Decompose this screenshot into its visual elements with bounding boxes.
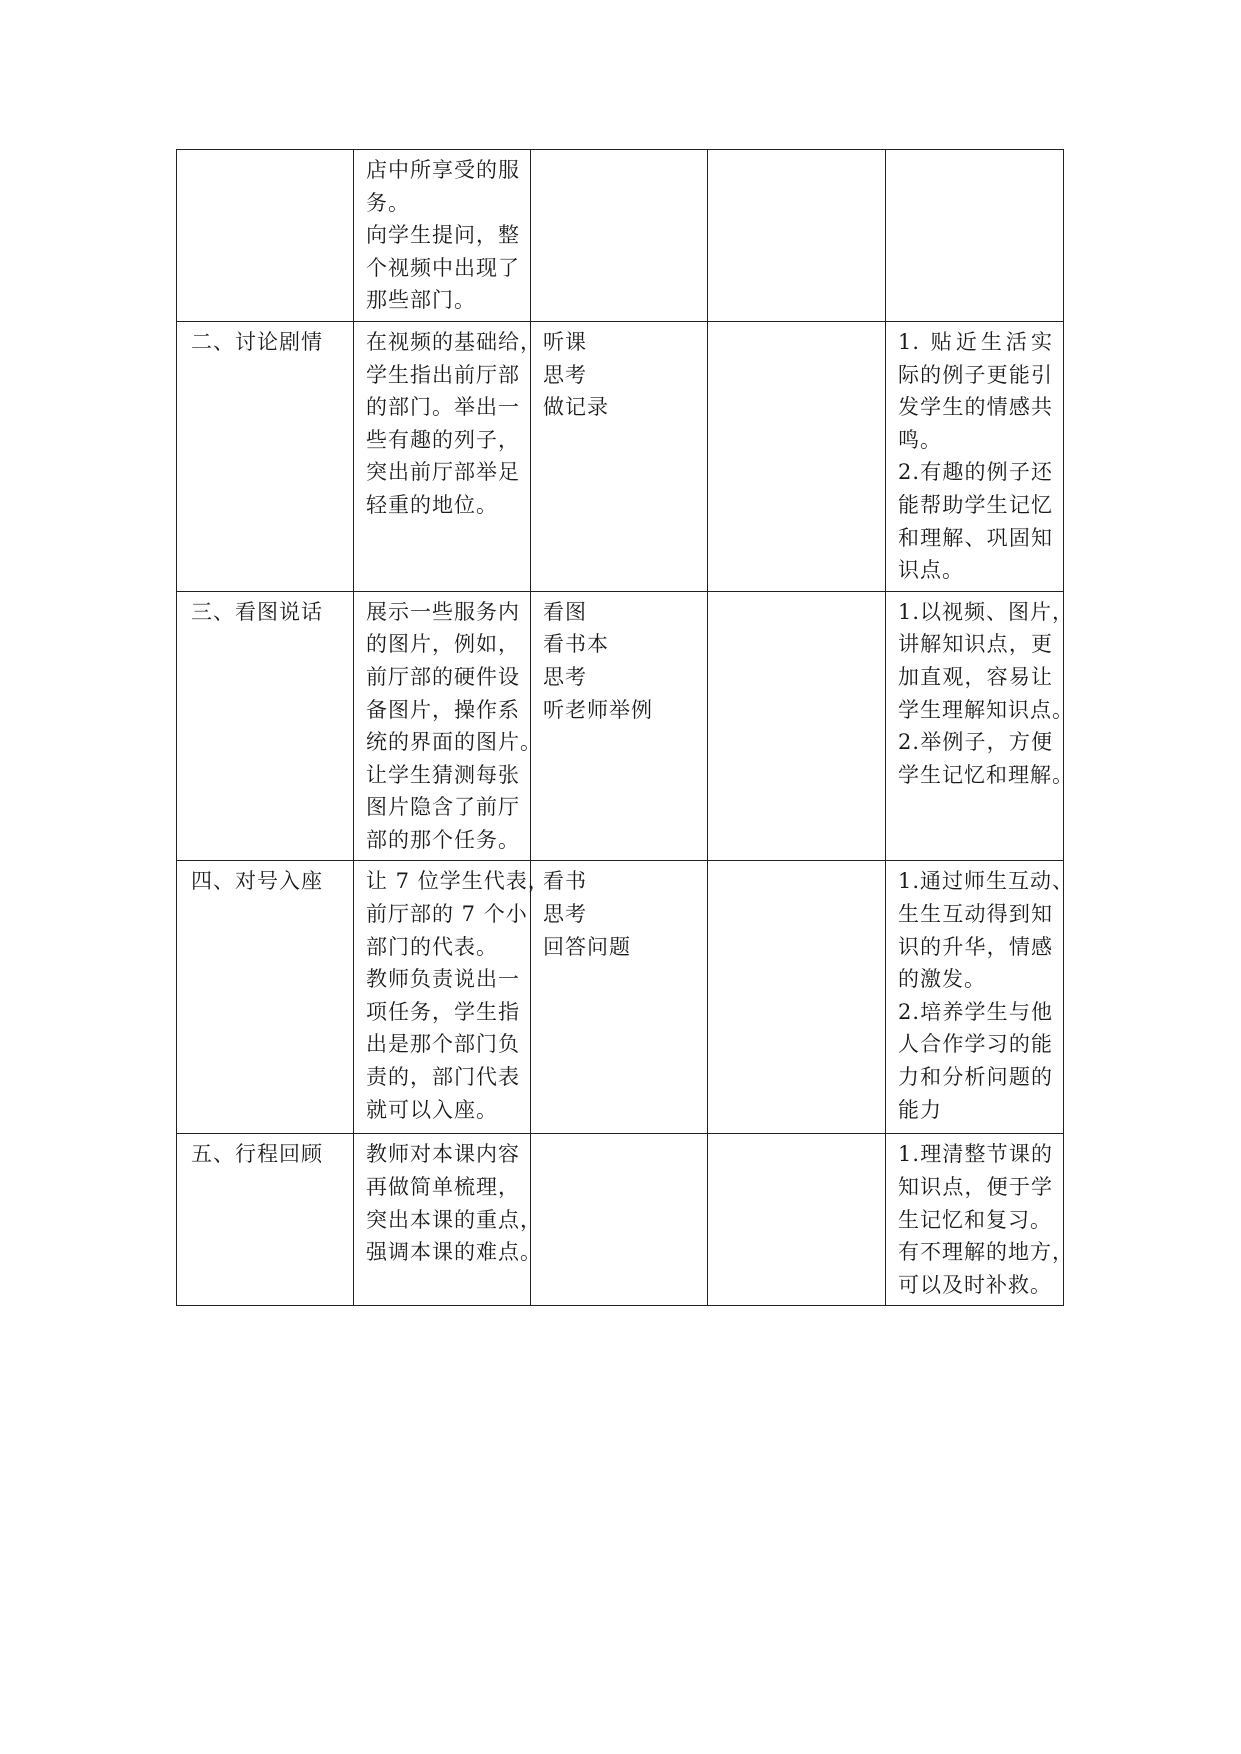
cell-text-line: 学生记忆和理解。 [898, 762, 1074, 787]
student-activity-cell [531, 861, 708, 1134]
cell-text-line: 人合作学习的能 [898, 1032, 1053, 1057]
cell-text-line: 1.理清整节课的 [898, 1142, 1053, 1167]
design-intent-cell [886, 150, 1064, 322]
cell-text-line: 些有趣的列子， [366, 427, 520, 452]
design-intent-cell [886, 321, 1064, 591]
cell-text-line: 知识点，便于学 [898, 1175, 1053, 1200]
cell-text-line: 听老师举例 [543, 697, 653, 722]
column-4-cell [708, 591, 886, 861]
cell-text-line: 前厅部的硬件设 [366, 664, 520, 689]
cell-text-line: 向学生提问，整 [366, 223, 520, 248]
cell-text-line: 前厅部的 7 个小 [366, 902, 528, 927]
cell-text-line: 思考 [543, 664, 587, 689]
cell-text-line: 识点。 [898, 558, 964, 583]
cell-text-line: 就可以入座。 [366, 1097, 498, 1122]
lesson-plan-body [177, 150, 1075, 1306]
student-activity-cell [531, 321, 708, 591]
cell-text-line: 再做简单梳理， [366, 1175, 520, 1200]
table-row [177, 1134, 1064, 1306]
cell-text-line: 看图 [543, 599, 587, 624]
cell-text-line: 1. 贴近生活实 [898, 329, 1053, 354]
cell-text-line: 的图片，例如， [366, 632, 520, 657]
cell-text-line: 能力 [898, 1097, 942, 1122]
cell-text-line: 教师负责说出一 [366, 967, 520, 992]
cell-text-line: 力和分析问题的 [898, 1065, 1053, 1090]
student-activity-cell [531, 591, 708, 861]
cell-text-line: 出是那个部门负 [366, 1032, 520, 1057]
column-4-cell [708, 861, 886, 1134]
teacher-activity-cell [354, 591, 542, 861]
student-activity-cell [531, 150, 708, 322]
cell-text-line: 能帮助学生记忆 [898, 492, 1053, 517]
cell-text-line: 展示一些服务内 [366, 599, 520, 624]
cell-text-line: 讲解知识点，更 [898, 632, 1053, 657]
teacher-activity-cell [354, 321, 542, 591]
cell-text-line: 务。 [366, 190, 410, 215]
cell-text-line: 三、看图说话 [191, 599, 323, 624]
cell-text-line: 图片隐含了前厅 [366, 795, 520, 820]
cell-text-line: 教师对本课内容 [366, 1142, 520, 1167]
cell-text-line: 有不理解的地方， [898, 1240, 1074, 1265]
column-4-cell [708, 1134, 886, 1306]
cell-text-line: 回答问题 [543, 934, 631, 959]
cell-text-line: 个视频中出现了 [366, 255, 520, 280]
cell-text-line: 让学生猜测每张 [366, 762, 520, 787]
cell-text-line: 轻重的地位。 [366, 492, 498, 517]
design-intent-cell [886, 1134, 1074, 1306]
column-4-cell [708, 321, 886, 591]
stage-cell [177, 591, 354, 861]
cell-text-line: 际的例子更能引 [898, 362, 1053, 387]
cell-text-line: 学生理解知识点。 [898, 697, 1074, 722]
cell-text-line: 做记录 [543, 395, 609, 420]
column-4-cell [708, 150, 886, 322]
stage-cell [177, 321, 354, 591]
table-row [177, 321, 1064, 591]
cell-text-line: 可以及时补救。 [898, 1272, 1052, 1297]
cell-text-line: 思考 [543, 362, 587, 387]
cell-text-line: 在视频的基础给， [366, 329, 542, 354]
cell-text-line: 发学生的情感共 [898, 395, 1053, 420]
cell-text-line: 看书本 [543, 632, 609, 657]
cell-text-line: 加直观，容易让 [898, 664, 1053, 689]
cell-text-line: 生记忆和复习。 [898, 1207, 1052, 1232]
cell-text-line: 思考 [543, 902, 587, 927]
cell-text-line: 四、对号入座 [191, 869, 323, 894]
cell-text-line: 鸣。 [898, 427, 942, 452]
cell-text-line: 五、行程回顾 [191, 1142, 323, 1167]
cell-text-line: 部的那个任务。 [366, 827, 520, 852]
cell-text-line: 的激发。 [898, 967, 986, 992]
cell-text-line: 的部门。举出一 [366, 395, 520, 420]
cell-text-line: 学生指出前厅部 [366, 362, 520, 387]
cell-text-line: 统的界面的图片。 [366, 730, 542, 755]
teacher-activity-cell [354, 1134, 542, 1306]
table-row [177, 150, 1064, 322]
cell-text-line: 识的升华，情感 [898, 934, 1053, 959]
cell-text-line: 突出本课的重点， [366, 1207, 542, 1232]
cell-text-line: 部门的代表。 [366, 934, 498, 959]
teacher-activity-cell [354, 150, 531, 322]
cell-text-line: 2.举例子，方便 [898, 730, 1053, 755]
cell-text-line: 备图片，操作系 [366, 697, 520, 722]
cell-text-line: 那些部门。 [366, 288, 476, 313]
cell-text-line: 1.以视频、图片， [898, 599, 1075, 624]
cell-text-line: 项任务，学生指 [366, 999, 520, 1024]
cell-text-line: 2.培养学生与他 [898, 999, 1053, 1024]
design-intent-cell [886, 591, 1075, 861]
cell-text-line: 看书 [543, 869, 587, 894]
cell-text-line: 强调本课的难点。 [366, 1240, 542, 1265]
cell-text-line: 1.通过师生互动、 [898, 869, 1075, 894]
student-activity-cell [531, 1134, 708, 1306]
lesson-plan-table [176, 149, 1075, 1306]
cell-text-line: 二、讨论剧情 [191, 329, 323, 354]
stage-cell [177, 150, 354, 322]
cell-text-line: 责的，部门代表 [366, 1065, 520, 1090]
cell-text-line: 让 7 位学生代表， [366, 869, 550, 894]
cell-text-line: 生生互动得到知 [898, 902, 1053, 927]
stage-cell [177, 1134, 354, 1306]
table-row [177, 861, 1064, 1134]
cell-text-line: 店中所享受的服 [366, 158, 520, 182]
table-row [177, 591, 1064, 861]
stage-cell [177, 861, 354, 1134]
design-intent-cell [886, 861, 1075, 1134]
cell-text-line: 听课 [543, 329, 587, 354]
cell-text-line: 2.有趣的例子还 [898, 460, 1053, 485]
cell-text-line: 和理解、巩固知 [898, 525, 1053, 550]
teacher-activity-cell [354, 861, 550, 1134]
cell-text-line: 突出前厅部举足 [366, 460, 520, 485]
